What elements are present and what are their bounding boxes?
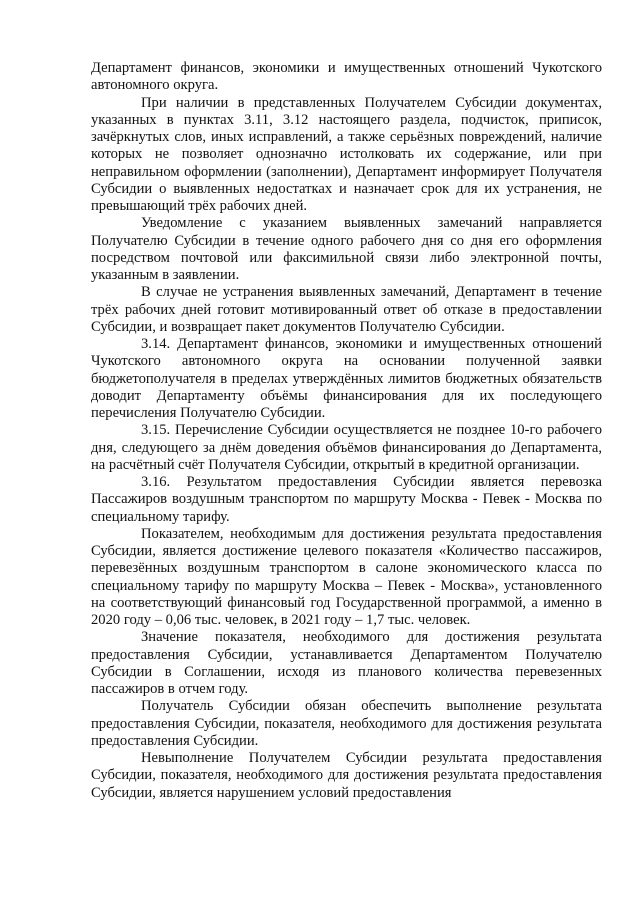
paragraph-clause-3-14: 3.14. Департамент финансов, экономики и имущественных отношений Чукотского автономного округа на основании полученной заявки бюджетополучателя в пределах утверждённых лимитов бюджетных обязательств доводит Департаменту объёмы финансирования для их последующего перечисления Получателю Субсидии. bbox=[91, 336, 602, 421]
paragraph-recipient-obligation: Получатель Субсидии обязан обеспечить выполнение результата предоставления Субсидии, показателя, необходимого для достижения результата предоставления Субсидии. bbox=[91, 698, 602, 749]
paragraph-document-defects: При наличии в представленных Получателем Субсидии документах, указанных в пунктах 3.11, 3.12 настоящего раздела, подчисток, приписок, зачёркнутых слов, иных исправлений, а также серьёзных повреждений, наличие которых не позволяет однозначно истолковать их содержание, или при неправильном оформлении (заполнении), Департамент информирует Получателя Субсидии о выявленных недостатках и назначает срок для их устранения, не превышающий трёх рабочих дней. bbox=[91, 94, 602, 214]
paragraph-department-name: Департамент финансов, экономики и имущественных отношений Чукотского автономного округа. bbox=[91, 60, 602, 94]
paragraph-notification: Уведомление с указанием выявленных замечаний направляется Получателю Субсидии в течение одного рабочего дня со дня его оформления посредством почтовой или факсимильной связи либо электронной почты, указанным в заявлении. bbox=[91, 215, 602, 283]
paragraph-clause-3-16: 3.16. Результатом предоставления Субсидии является перевозка Пассажиров воздушным транспортом по маршруту Москва - Певек - Москва по специальному тарифу. bbox=[91, 474, 602, 525]
document-page bbox=[91, 60, 602, 802]
paragraph-non-fulfillment: Невыполнение Получателем Субсидии результата предоставления Субсидии, показателя, необходимого для достижения результата предоставления Субсидии, является нарушением условий предоставления bbox=[91, 750, 602, 801]
paragraph-indicator-value: Значение показателя, необходимого для достижения результата предоставления Субсидии, устанавливается Департаментом Получателю Субсидии в Соглашении, исходя из планового количества перевезенных пассажиров в отчем году. bbox=[91, 629, 602, 697]
paragraph-clause-3-15: 3.15. Перечисление Субсидии осуществляется не позднее 10-го рабочего дня, следующего за днём доведения объёмов финансирования до Департамента, на расчётный счёт Получателя Субсидии, открытый в кредитной организации. bbox=[91, 422, 602, 473]
paragraph-refusal: В случае не устранения выявленных замечаний, Департамент в течение трёх рабочих дней готовит мотивированный ответ об отказе в предоставлении Субсидии, и возвращает пакет документов Получателю Субсидии. bbox=[91, 284, 602, 335]
paragraph-indicator: Показателем, необходимым для достижения результата предоставления Субсидии, является достижение целевого показателя «Количество пассажиров, перевезённых воздушным транспортом в салоне экономического класса по специальному тарифу по маршруту Москва – Певек - Москва», установленного на соответствующий финансовый год Государственной программой, а именно в 2020 году – 0,06 тыс. человек, в 2021 году – 1,7 тыс. человек. bbox=[91, 525, 602, 628]
